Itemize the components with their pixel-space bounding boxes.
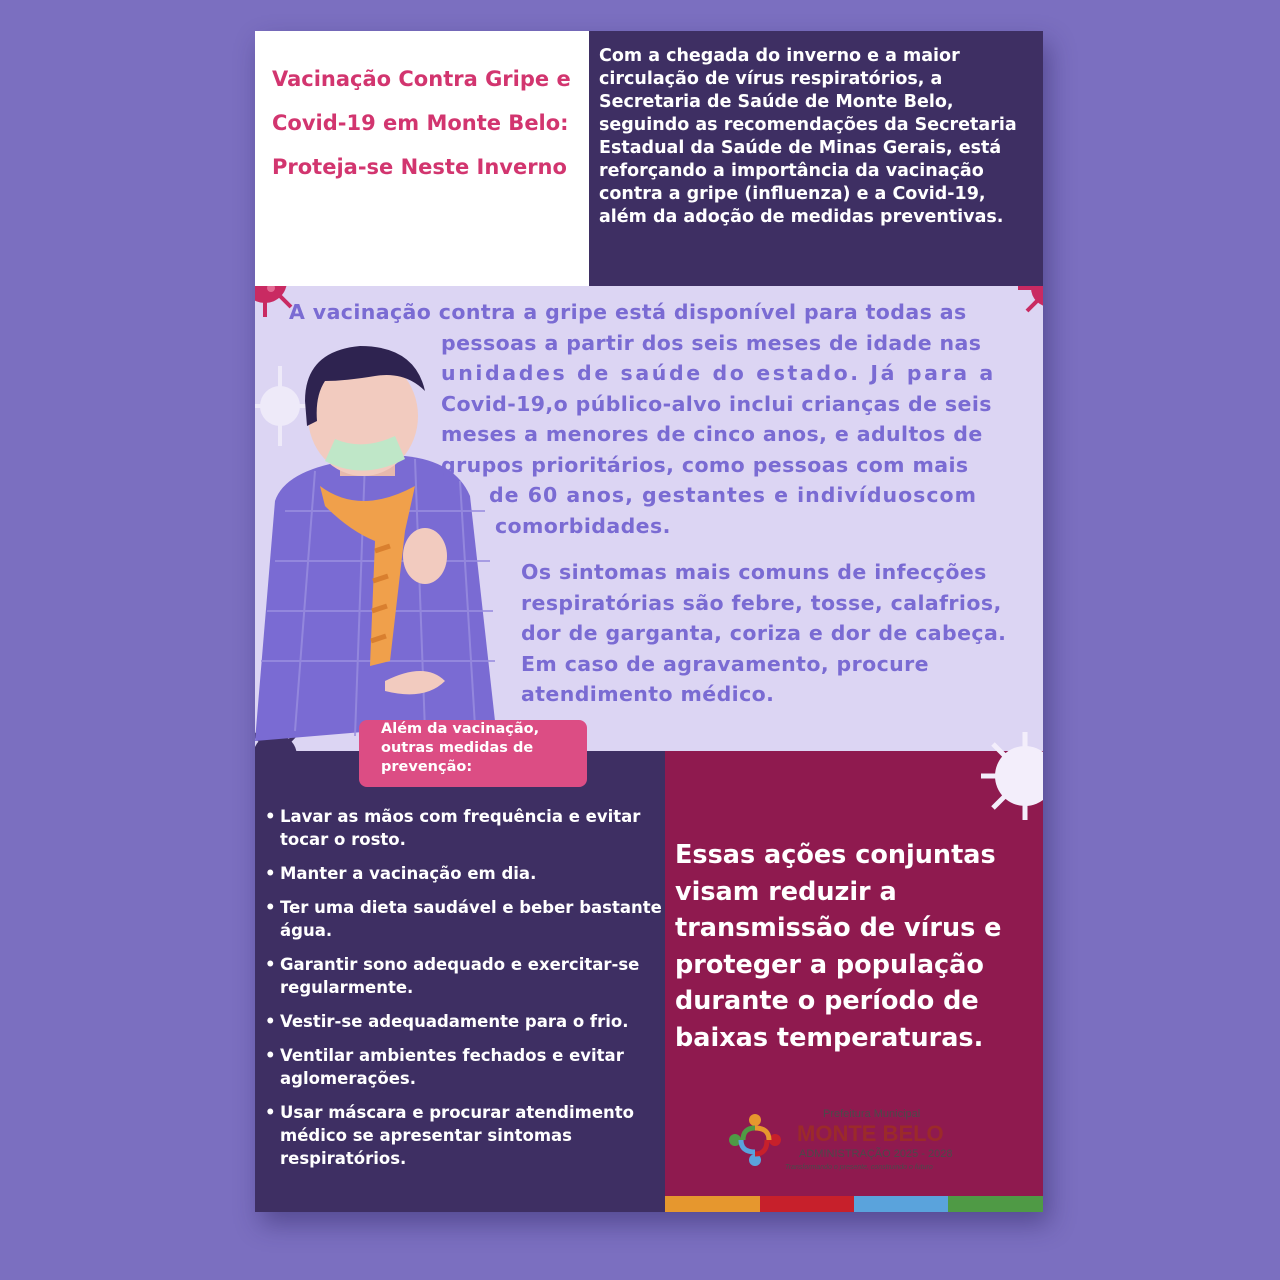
vaccination-line: meses a menores de cinco anos, e adultos de (441, 422, 983, 446)
prevention-badge (359, 720, 587, 787)
stripe-blue (854, 1196, 948, 1212)
list-item: • Ter uma dieta saudável e beber bastante água. (265, 896, 665, 942)
municipal-logo (725, 1106, 985, 1176)
badge-line: Além da vacinação, (381, 721, 540, 737)
badge-line: outras medidas de (381, 740, 534, 756)
list-item: • Usar máscara e procurar atendimento médico se apresentar sintomas respiratórios. (265, 1101, 665, 1170)
vaccination-line: unidades de saúde do estado. Já para a (441, 361, 996, 385)
list-item: • Lavar as mãos com frequência e evitar tocar o rosto. (265, 805, 665, 851)
people-logo-icon (725, 1110, 785, 1170)
logo-top-text: Prefeitura Municipal (823, 1108, 921, 1120)
vaccination-line: pessoas a partir dos seis meses de idade nas (441, 330, 982, 355)
vaccination-line: comorbidades. (495, 513, 671, 538)
stripe-orange (665, 1196, 760, 1212)
intro-text: Com a chegada do inverno e a maior circulação de vírus respiratórios, a Secretaria de Saúde de Monte Belo, seguindo as recomendações da Secretaria Estadual da Saúde de Minas Gerais, está reforçando a importância da vacinação contra a gripe (influenza) e a Covid-19, além da adoção de medidas preventivas. (599, 46, 1017, 227)
logo-name: MONTE BELO (797, 1121, 944, 1146)
poster (255, 31, 1043, 1212)
stripe-red (760, 1196, 854, 1212)
vaccination-line: de 60 anos, gestantes e indivíduoscom (489, 483, 977, 507)
logo-admin: ADMINISTRAÇÃO 2025 - 2028 (799, 1148, 953, 1160)
list-item: • Ventilar ambientes fechados e evitar aglomerações. (265, 1044, 665, 1090)
logo-tagline: Transformando o presente, construindo o futuro (785, 1164, 933, 1171)
prevention-list (265, 805, 665, 1181)
closing-text: Essas ações conjuntas visam reduzir a transmissão de vírus e proteger a população durante o período de baixas temperaturas. (675, 840, 1002, 1053)
list-item: • Manter a vacinação em dia. (265, 862, 665, 885)
stripe-green (948, 1196, 1043, 1212)
vaccination-info (289, 297, 1039, 541)
symptoms-text: Os sintomas mais comuns de infecções respiratórias são febre, tosse, calafrios, dor de garganta, coriza e dor de cabeça. Em caso de agravamento, procure atendimento médico. (521, 560, 1007, 706)
vaccination-line: A vacinação contra a gripe está disponível para todas as (289, 300, 967, 324)
intro-section (589, 31, 1043, 286)
list-item: • Garantir sono adequado e exercitar-se regularmente. (265, 953, 665, 999)
list-item: • Vestir-se adequadamente para o frio. (265, 1010, 665, 1033)
virus-icon-white (975, 726, 1043, 826)
badge-line: prevenção: (381, 759, 473, 775)
vaccination-line: Covid-19,o público-alvo inclui crianças de seis (441, 391, 992, 416)
page-title: Vacinação Contra Gripe e Covid-19 em Monte Belo: Proteja-se Neste Inverno (272, 67, 571, 179)
vaccination-line: grupos prioritários, como pessoas com mais (441, 452, 969, 477)
title-section (255, 31, 589, 286)
